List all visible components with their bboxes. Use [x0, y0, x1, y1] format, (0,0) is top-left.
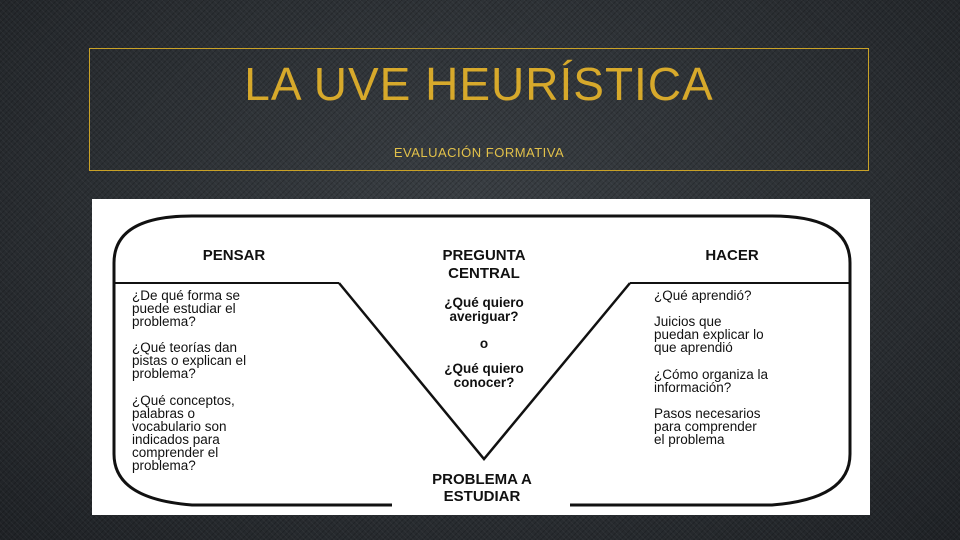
svg-text:PROBLEMA A: PROBLEMA A [432, 471, 532, 488]
center-question-2 [444, 361, 524, 390]
center-question-1 [444, 295, 524, 324]
uve-diagram [92, 199, 870, 515]
svg-text:problema?: problema? [132, 314, 196, 329]
svg-text:¿Qué quiero: ¿Qué quiero [444, 361, 524, 376]
heading-pensar: PENSAR [202, 247, 266, 264]
title-box [89, 48, 869, 171]
svg-text:¿De qué forma se: ¿De qué forma se [132, 288, 241, 303]
heading-pregunta-line1: PREGUNTA [442, 247, 526, 264]
svg-text:indicados para: indicados para [132, 432, 220, 447]
svg-text:comprender el: comprender el [132, 445, 219, 460]
right-question-2 [654, 314, 764, 355]
svg-text:¿Qué conceptos,: ¿Qué conceptos, [132, 393, 235, 408]
right-question-3 [654, 367, 769, 395]
svg-text:el problema: el problema [654, 432, 725, 447]
svg-text:conocer?: conocer? [453, 375, 515, 390]
heading-pregunta-line2: CENTRAL [448, 265, 520, 282]
svg-text:para comprender: para comprender [654, 419, 757, 434]
svg-text:¿Qué aprendió?: ¿Qué aprendió? [654, 288, 752, 303]
problema-a-estudiar [432, 471, 532, 505]
svg-text:pistas o explican el: pistas o explican el [132, 353, 247, 368]
heading-hacer: HACER [705, 247, 759, 264]
svg-text:Juicios que: Juicios que [654, 314, 722, 329]
right-question-4 [654, 406, 761, 447]
svg-text:ESTUDIAR: ESTUDIAR [443, 488, 521, 505]
svg-text:averiguar?: averiguar? [449, 309, 519, 324]
svg-text:palabras o: palabras o [132, 406, 196, 421]
uve-diagram-svg [92, 199, 870, 515]
svg-text:información?: información? [654, 380, 732, 395]
svg-text:problema?: problema? [132, 366, 196, 381]
svg-text:Pasos necesarios: Pasos necesarios [654, 406, 761, 421]
svg-text:problema?: problema? [132, 458, 196, 473]
svg-text:¿Qué teorías dan: ¿Qué teorías dan [132, 340, 238, 355]
svg-text:puedan explicar lo: puedan explicar lo [654, 327, 764, 342]
svg-text:puede estudiar el: puede estudiar el [132, 301, 236, 316]
svg-text:¿Cómo organiza la: ¿Cómo organiza la [654, 367, 769, 382]
slide-subtitle: EVALUACIÓN FORMATIVA [393, 145, 565, 160]
svg-text:que aprendió: que aprendió [654, 340, 733, 355]
svg-text:vocabulario son: vocabulario son [132, 419, 227, 434]
left-question-3 [132, 393, 235, 473]
right-question-1 [654, 288, 752, 303]
slide-title: LA UVE HEURÍSTICA [244, 58, 714, 110]
svg-text:¿Qué quiero: ¿Qué quiero [444, 295, 524, 310]
left-question-1 [132, 288, 240, 329]
center-or: o [479, 336, 489, 351]
left-question-2 [132, 340, 246, 381]
